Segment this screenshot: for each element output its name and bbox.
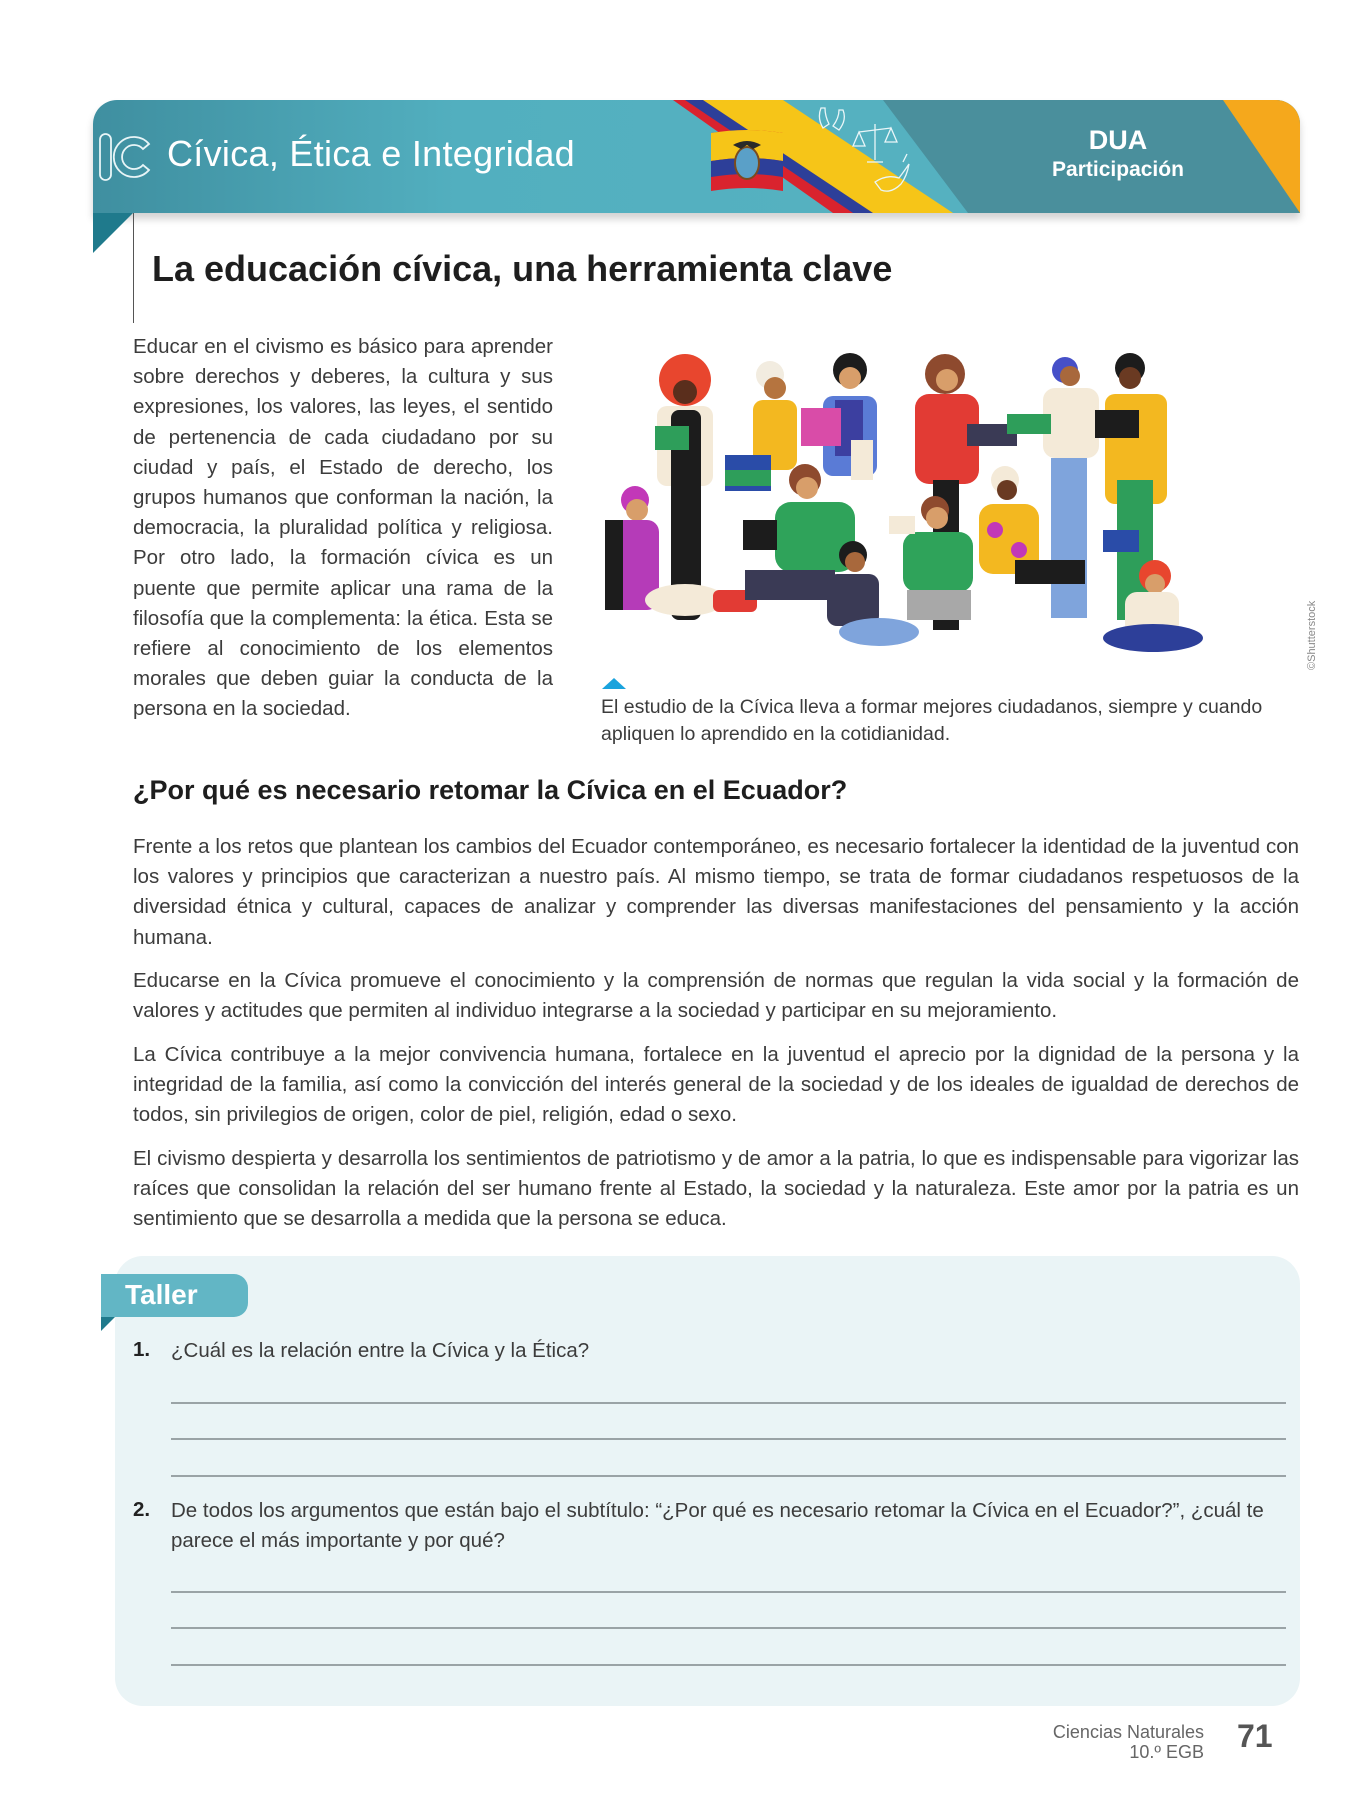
intro-paragraph: Educar en el civismo es básico para aprender sobre derechos y deberes, la cultura y sus expresiones, los valores, las leyes, el sentido de pertenencia de cada ciudadano por su ciudad y país, el Estado de derecho, los grupos humanos que conforman la nación, la democracia, la pluralidad política y religiosa. Por otro lado, la formación cívica es un puente que permite aplicar una rama de la filosofía que la complementa: la ética. Esta se refiere al conocimiento de los elementos morales que deben guiar la conducta de la persona en la sociedad. <box>133 335 553 721</box>
answer-line[interactable] <box>171 1402 1286 1404</box>
answer-line[interactable] <box>171 1438 1286 1440</box>
question-number: 1. <box>133 1338 151 1361</box>
body-paragraph: La Cívica contribuye a la mejor convivencia humana, fortalece en la juventud el aprecio por la dignidad de la persona y la integridad de la familia, así como la convicción del interés general de la sociedad y de los ideales de igualdad de derechos de todos, sin privilegios de origen, color de piel, religión, edad o sexo. <box>133 1043 1299 1127</box>
dua-badge-subtitle: Participación <box>1052 158 1184 181</box>
answer-line[interactable] <box>171 1475 1286 1477</box>
page-title: La educación cívica, una herramienta clave <box>152 248 893 289</box>
answer-line[interactable] <box>171 1591 1286 1593</box>
dua-badge <box>1033 124 1203 184</box>
answer-line[interactable] <box>171 1664 1286 1666</box>
footer-subject <box>1020 1722 1204 1762</box>
title-rule <box>133 213 134 323</box>
ecuador-flag-ribbon-icon <box>707 127 787 197</box>
taller-activity-box <box>115 1256 1300 1706</box>
question-number: 2. <box>133 1498 151 1521</box>
image-caption: El estudio de la Cívica lleva a formar mejores ciudadanos, siempre y cuando apliquen lo aprendido en la cotidianidad. <box>601 696 1263 745</box>
question-text: ¿Cuál es la relación entre la Cívica y la Ética? <box>171 1339 590 1362</box>
page-number: 71 <box>1237 1718 1273 1754</box>
answer-line[interactable] <box>171 1627 1286 1629</box>
taller-tab-fold <box>101 1317 115 1331</box>
body-paragraph: El civismo despierta y desarrolla los sentimientos de patriotismo y de amor a la patria, lo que es indispensable para vigorizar las raíces que consolidan la relación del ser humano frente al Estado, la sociedad y la naturaleza. Este amor por la patria es un sentimiento que se desarrolla a medida que la persona se educa. <box>133 1147 1299 1231</box>
footer-subject-name: Ciencias Naturales <box>1052 1722 1204 1742</box>
caption-marker-icon <box>602 678 626 689</box>
section-header-banner <box>93 100 1300 213</box>
image-credit: ©Shutterstock <box>1306 600 1318 670</box>
section-title: Cívica, Ética e Integridad <box>167 133 576 174</box>
group-reading-illustration <box>595 340 1300 665</box>
body-paragraph: Frente a los retos que plantean los cambios del Ecuador contemporáneo, es necesario fortalecer la identidad de la juventud con los valores y principios que caracterizan a nuestro país. Al mismo tiempo, se trata de formar ciudadanos respetuosos de la diversidad étnica y cultural, capaces de analizar y comprender las diversas manifestaciones del pensamiento y la acción humana. <box>133 835 1299 949</box>
section-subheading: ¿Por qué es necesario retomar la Cívica en el Ecuador? <box>133 775 848 805</box>
praying-hands-icon <box>819 108 844 130</box>
body-paragraph: Educarse en la Cívica promueve el conocimiento y la comprensión de normas que regulan la vida social y la formación de valores y actitudes que permiten al individuo integrarse a la sociedad y participar en su mejoramiento. <box>133 969 1299 1023</box>
figure-green-shirt-seated <box>889 496 973 620</box>
dove-icon <box>875 154 909 191</box>
scales-of-justice-icon <box>853 124 897 162</box>
dua-badge-title: DUA <box>1088 125 1148 155</box>
banner-fold <box>93 213 133 253</box>
ic-logo-icon <box>97 130 157 184</box>
footer-grade: 10.º EGB <box>1129 1742 1204 1762</box>
taller-label: Taller <box>125 1279 198 1310</box>
figure-yellow-shirt <box>725 361 797 491</box>
figure-red-hair <box>655 354 713 620</box>
question-text: De todos los argumentos que están bajo el subtítulo: “¿Por qué es necesario retomar la Cívica en el Ecuador?”, ¿cuál te parece el más importante y por qué? <box>171 1499 1264 1553</box>
